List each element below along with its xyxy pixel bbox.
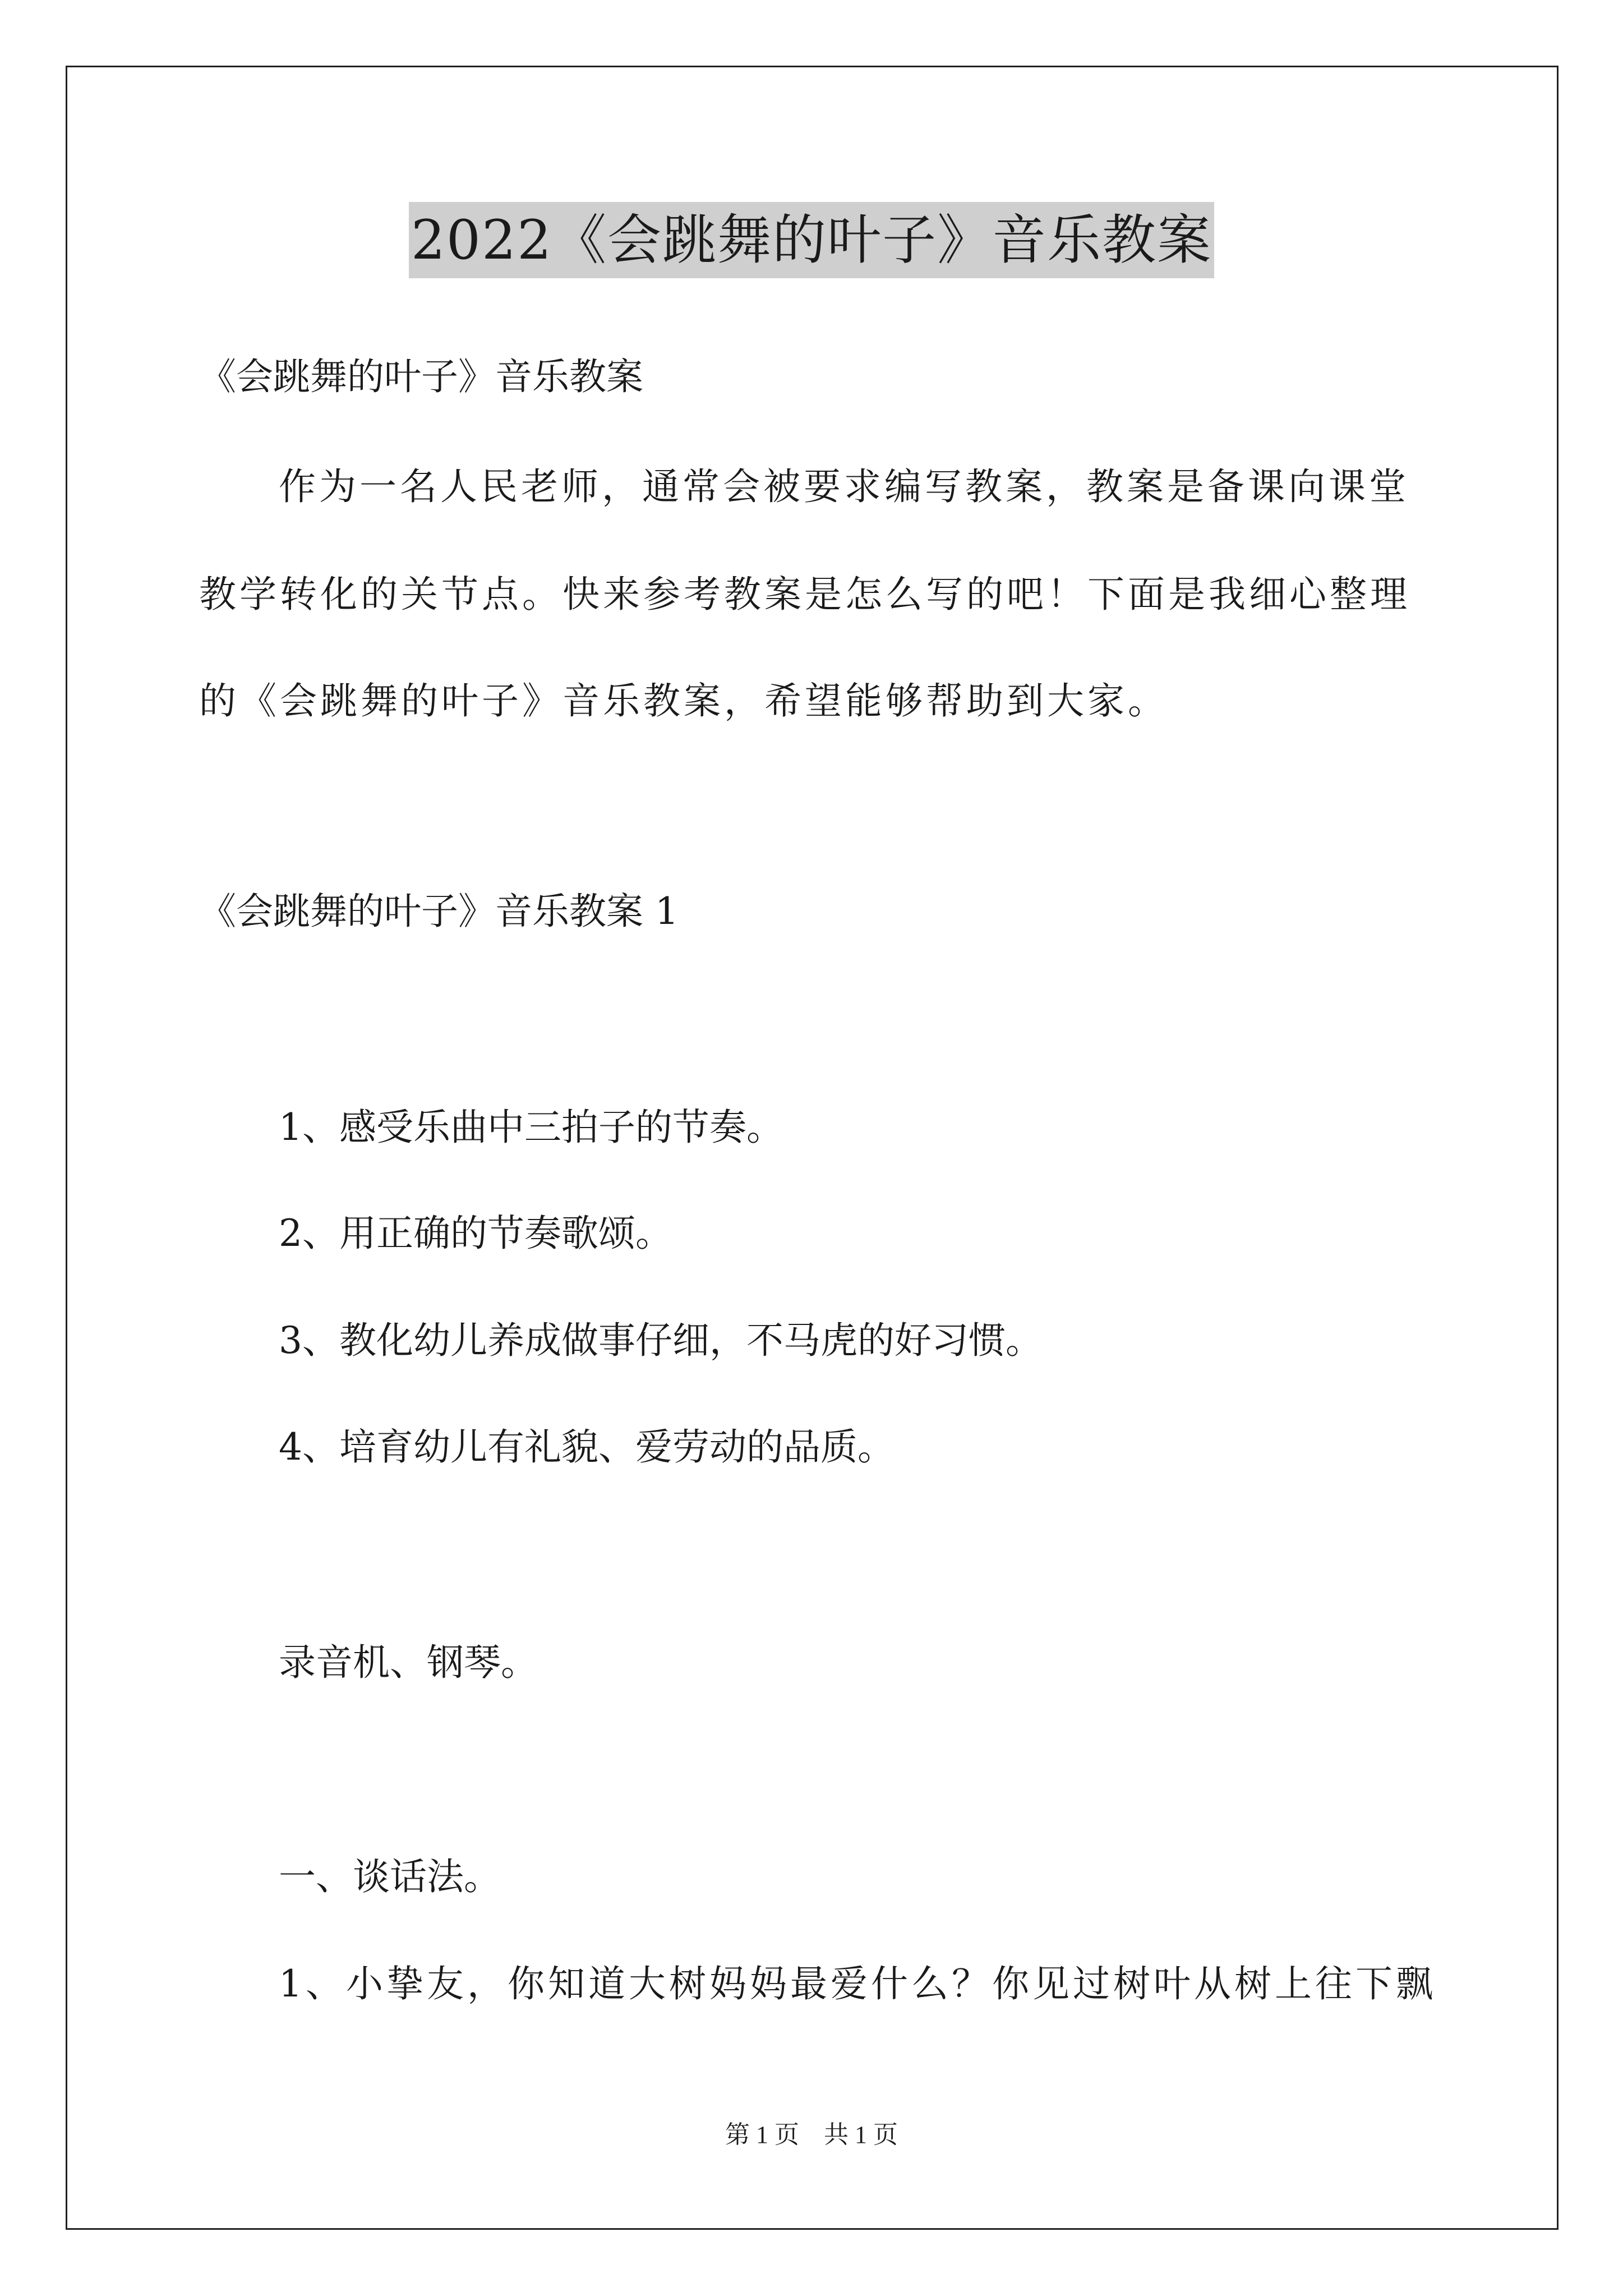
title-container [0,202,1623,278]
process-line: 1、小挚友，你知道大树妈妈最爱什么？你见过树叶从树上往下飘 [279,1962,1436,2005]
goal-item: 4、培育幼儿有礼貌、爱劳动的品质。 [279,1425,895,1469]
intro-line-1: 作为一名人民老师，通常会被要求编写教案，教案是备课向课堂 [279,465,1409,508]
document-title: 2022《会跳舞的叶子》音乐教案 [409,202,1214,278]
document-subtitle: 《会跳舞的叶子》音乐教案 [199,355,643,398]
goal-item: 3、教化幼儿养成做事仔细，不马虎的好习惯。 [279,1319,1043,1362]
section-heading: 《会跳舞的叶子》音乐教案 1 [199,890,679,933]
materials-line: 录音机、钢琴。 [279,1641,538,1684]
process-heading: 一、谈话法。 [279,1855,501,1898]
goal-item: 2、用正确的节奏歌颂。 [279,1212,672,1255]
intro-line-2: 教学转化的关节点。快来参考教案是怎么写的吧！下面是我细心整理 [199,573,1410,616]
page-footer: 第 1 页 共 1 页 [725,2121,898,2148]
intro-line-3: 的《会跳舞的叶子》音乐教案，希望能够帮助到大家。 [199,679,1168,723]
goal-item: 1、感受乐曲中三拍子的节奏。 [279,1106,783,1149]
